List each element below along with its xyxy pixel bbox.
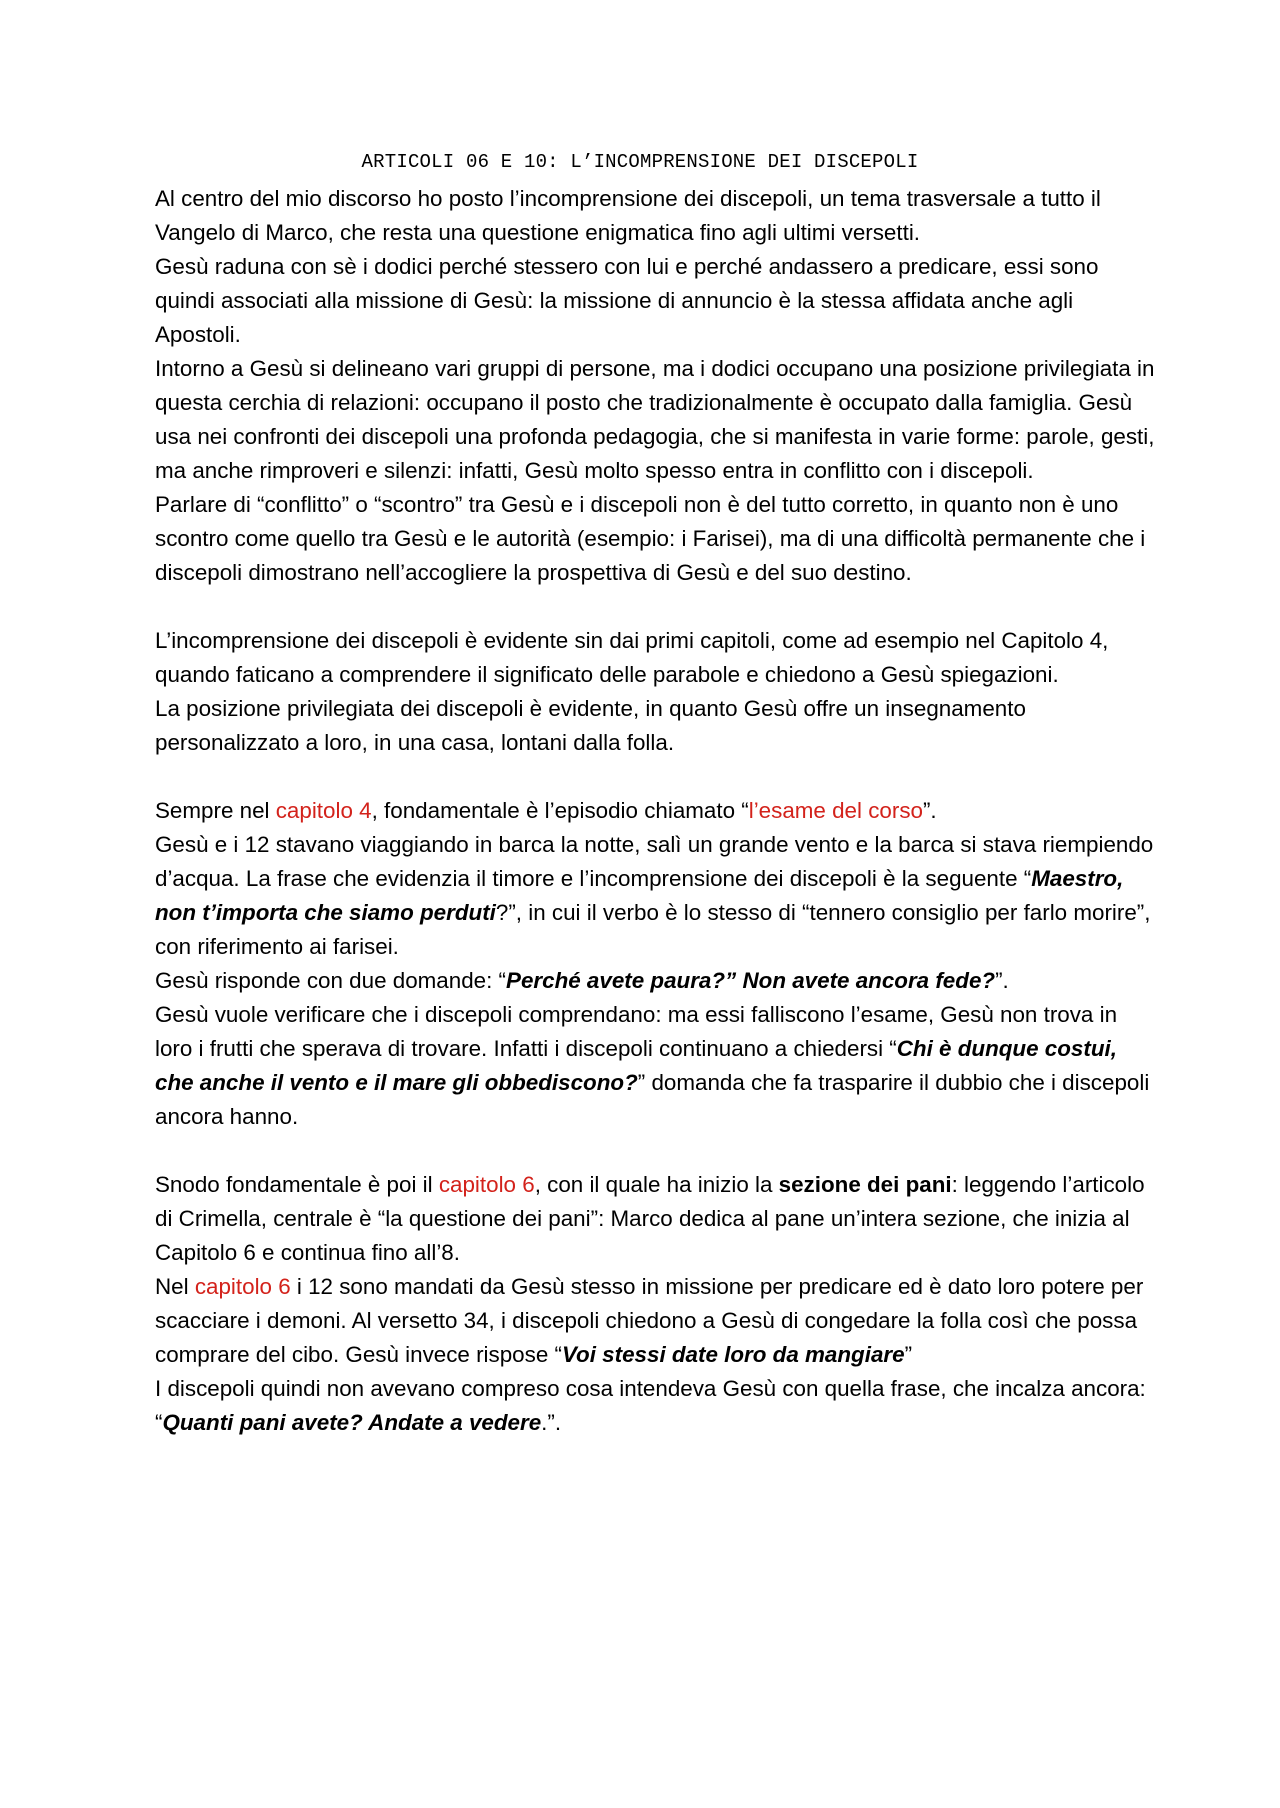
episode-name: l’esame del corso	[748, 798, 923, 823]
chapter-reference: capitolo 6	[438, 1172, 535, 1197]
paragraph-spacer	[155, 590, 1155, 624]
text-span: ”	[904, 1342, 913, 1367]
text-span: , fondamentale è l’episodio chiamato “	[371, 798, 749, 823]
paragraph-spacer	[155, 760, 1155, 794]
text-span: ”.	[995, 968, 1009, 993]
text-span: i 12 sono mandati da Gesù stesso in missione per predicare ed è dato loro potere per scacciare i demoni. Al versetto 34, i discepoli chiedono a Gesù di congedare la folla così che possa comprare del cibo. Gesù invece rispose “	[155, 1274, 1144, 1367]
chapter-reference: capitolo 4	[275, 798, 372, 823]
text-span: Snodo fondamentale è poi il	[155, 1172, 439, 1197]
quote: Maestro, non t’importa che siamo perduti	[155, 866, 1124, 925]
text-span: Gesù risponde con due domande: “	[155, 968, 507, 993]
paragraph: L’incomprensione dei discepoli è evidente sin dai primi capitoli, come ad esempio nel Capitolo 4, quando faticano a comprendere il significato delle parabole e chiedono a Gesù spiegazioni.	[155, 628, 1109, 687]
document-body	[155, 182, 1155, 1440]
paragraph: Al centro del mio discorso ho posto l’incomprensione dei discepoli, un tema trasversale a tutto il Vangelo di Marco, che resta una questione enigmatica fino agli ultimi versetti.	[155, 186, 1101, 245]
chapter-reference: capitolo 6	[194, 1274, 291, 1299]
paragraph: La posizione privilegiata dei discepoli è evidente, in quanto Gesù offre un insegnamento personalizzato a loro, in una casa, lontani dalla folla.	[155, 696, 1026, 755]
text-span: ”.	[922, 798, 937, 823]
text-span: Nel	[155, 1274, 195, 1299]
paragraph: Parlare di “conflitto” o “scontro” tra Gesù e i discepoli non è del tutto corretto, in quanto non è uno scontro come quello tra Gesù e le autorità (esempio: i Farisei), ma di una difficoltà permanente che i discepoli dimostrano nell’accogliere la prospettiva di Gesù e del suo destino.	[155, 492, 1146, 585]
text-span: Gesù e i 12 stavano viaggiando in barca la notte, salì un grande vento e la barca si stava riempiendo d’acqua. La frase che evidenzia il timore e l’incomprensione dei discepoli è la seguente “	[155, 832, 1154, 891]
paragraph	[155, 1168, 1155, 1270]
paragraph	[155, 964, 1155, 998]
paragraph: Intorno a Gesù si delineano vari gruppi di persone, ma i dodici occupano una posizione privilegiata in questa cerchia di relazioni: occupano il posto che tradizionalmente è occupato dalla famiglia. Gesù usa nei confronti dei discepoli una profonda pedagogia, che si manifesta in varie forme: parole, gesti, ma anche rimproveri e silenzi: infatti, Gesù molto spesso entra in conflitto con i discepoli.	[155, 356, 1155, 483]
paragraph	[155, 1270, 1155, 1372]
text-span: Sempre nel	[155, 798, 276, 823]
quote: Voi stessi date loro da mangiare	[561, 1342, 905, 1367]
paragraph	[155, 828, 1155, 964]
quote: Perché avete paura?” Non avete ancora fede?	[506, 968, 996, 993]
paragraph	[155, 998, 1155, 1134]
section-name: sezione dei pani	[778, 1172, 952, 1197]
paragraph-spacer	[155, 1134, 1155, 1168]
quote: Quanti pani avete? Andate a vedere	[162, 1410, 542, 1435]
text-span: Gesù vuole verificare che i discepoli comprendano: ma essi falliscono l’esame, Gesù non trova in loro i frutti che sperava di trovare. Infatti i discepoli continuano a chiedersi “	[155, 1002, 1118, 1061]
text-span: .”.	[541, 1410, 562, 1435]
text-span: ?”, in cui il verbo è lo stesso di “tennero consiglio per farlo morire”, con riferimento ai farisei.	[155, 900, 1151, 959]
quote: Chi è dunque costui, che anche il vento e il mare gli obbediscono?	[155, 1036, 1117, 1095]
text-span: I discepoli quindi non avevano compreso cosa intendeva Gesù con quella frase, che incalza ancora: “	[155, 1376, 1146, 1435]
text-span: , con il quale ha inizio la	[534, 1172, 779, 1197]
paragraph: Gesù raduna con sè i dodici perché stessero con lui e perché andassero a predicare, essi sono quindi associati alla missione di Gesù: la missione di annuncio è la stessa affidata anche agli Apostoli.	[155, 254, 1099, 347]
paragraph	[155, 794, 1155, 828]
paragraph	[155, 1372, 1155, 1440]
text-span: ” domanda che fa trasparire il dubbio che i discepoli ancora hanno.	[155, 1070, 1150, 1129]
text-span: : leggendo l’articolo di Crimella, centrale è “la questione dei pani”: Marco dedica al pane un’intera sezione, che inizia al Capitolo 6 e continua fino all’8.	[155, 1172, 1145, 1265]
document-title: ARTICOLI 06 E 10: L’INCOMPRENSIONE DEI DISCEPOLI	[361, 151, 919, 173]
